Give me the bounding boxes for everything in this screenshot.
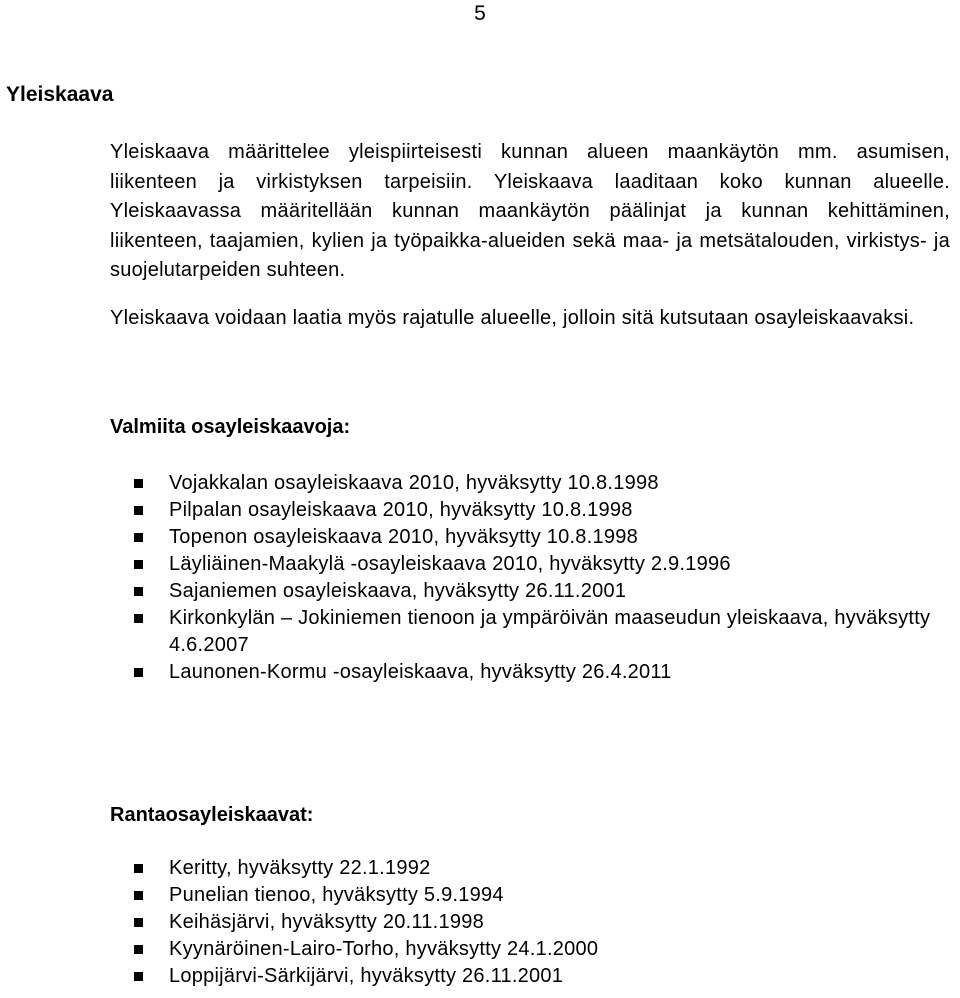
- square-bullet-icon: [134, 972, 143, 981]
- list-item: [110, 855, 950, 882]
- shore-plans-list: [110, 855, 950, 990]
- list-item-text: Kirkonkylän – Jokiniemen tienoon ja ympäröivän maaseudun yleiskaava, hyväksytty 4.6.2007: [169, 607, 931, 656]
- square-bullet-icon: [134, 560, 143, 569]
- list-item: [110, 470, 950, 497]
- shore-plans-heading: Rantaosayleiskaavat:: [110, 804, 314, 826]
- list-item-text: Punelian tienoo, hyväksytty 5.9.1994: [169, 884, 504, 906]
- list-item: [110, 659, 950, 686]
- square-bullet-icon: [134, 945, 143, 954]
- completed-plans-heading: Valmiita osayleiskaavoja:: [110, 416, 351, 438]
- list-item: [110, 909, 950, 936]
- intro-paragraph: Yleiskaava määrittelee yleispiirteisesti kunnan alueen maankäytön mm. asumisen, liikenteen ja virkistyksen tarpeisiin. Yleiskaava laaditaan koko kunnan alueelle. Yleiskaavassa määritellään kunnan maankäytön päälinjat ja kunnan kehittäminen, liikenteen, taajamien, kylien ja työpaikka-alueiden sekä maa- ja metsätalouden, virkistys- ja suojelutarpeiden suhteen.: [110, 141, 950, 281]
- square-bullet-icon: [134, 891, 143, 900]
- list-item: [110, 524, 950, 551]
- list-item: [110, 882, 950, 909]
- square-bullet-icon: [134, 533, 143, 542]
- list-item-text: Vojakkalan osayleiskaava 2010, hyväksytty 10.8.1998: [169, 472, 659, 494]
- list-item-text: Loppijärvi-Särkijärvi, hyväksytty 26.11.2001: [169, 965, 564, 987]
- list-item-text: Läyliäinen-Maakylä -osayleiskaava 2010, hyväksytty 2.9.1996: [169, 553, 731, 575]
- list-item-text: Kyynäröinen-Lairo-Torho, hyväksytty 24.1.2000: [169, 938, 599, 960]
- list-item: [110, 497, 950, 524]
- square-bullet-icon: [134, 668, 143, 677]
- list-item-text: Pilpalan osayleiskaava 2010, hyväksytty 10.8.1998: [169, 499, 633, 521]
- page-number: 5: [474, 2, 486, 25]
- square-bullet-icon: [134, 864, 143, 873]
- completed-plans-list: [110, 470, 950, 686]
- square-bullet-icon: [134, 918, 143, 927]
- list-item: [110, 551, 950, 578]
- list-item-text: Keihäsjärvi, hyväksytty 20.11.1998: [169, 911, 484, 933]
- square-bullet-icon: [134, 506, 143, 515]
- list-item-text: Topenon osayleiskaava 2010, hyväksytty 10.8.1998: [169, 526, 638, 548]
- list-item: [110, 605, 950, 659]
- square-bullet-icon: [134, 479, 143, 488]
- partial-plan-paragraph: Yleiskaava voidaan laatia myös rajatulle alueelle, jolloin sitä kutsutaan osayleiskaavaksi.: [110, 307, 915, 329]
- list-item-text: Launonen-Kormu -osayleiskaava, hyväksytty 26.4.2011: [169, 661, 672, 683]
- list-item-text: Keritty, hyväksytty 22.1.1992: [169, 857, 431, 879]
- square-bullet-icon: [134, 614, 143, 623]
- square-bullet-icon: [134, 587, 143, 596]
- main-heading: Yleiskaava: [6, 83, 114, 106]
- list-item: [110, 936, 950, 963]
- list-item-text: Sajaniemen osayleiskaava, hyväksytty 26.11.2001: [169, 580, 627, 602]
- list-item: [110, 578, 950, 605]
- list-item: [110, 963, 950, 990]
